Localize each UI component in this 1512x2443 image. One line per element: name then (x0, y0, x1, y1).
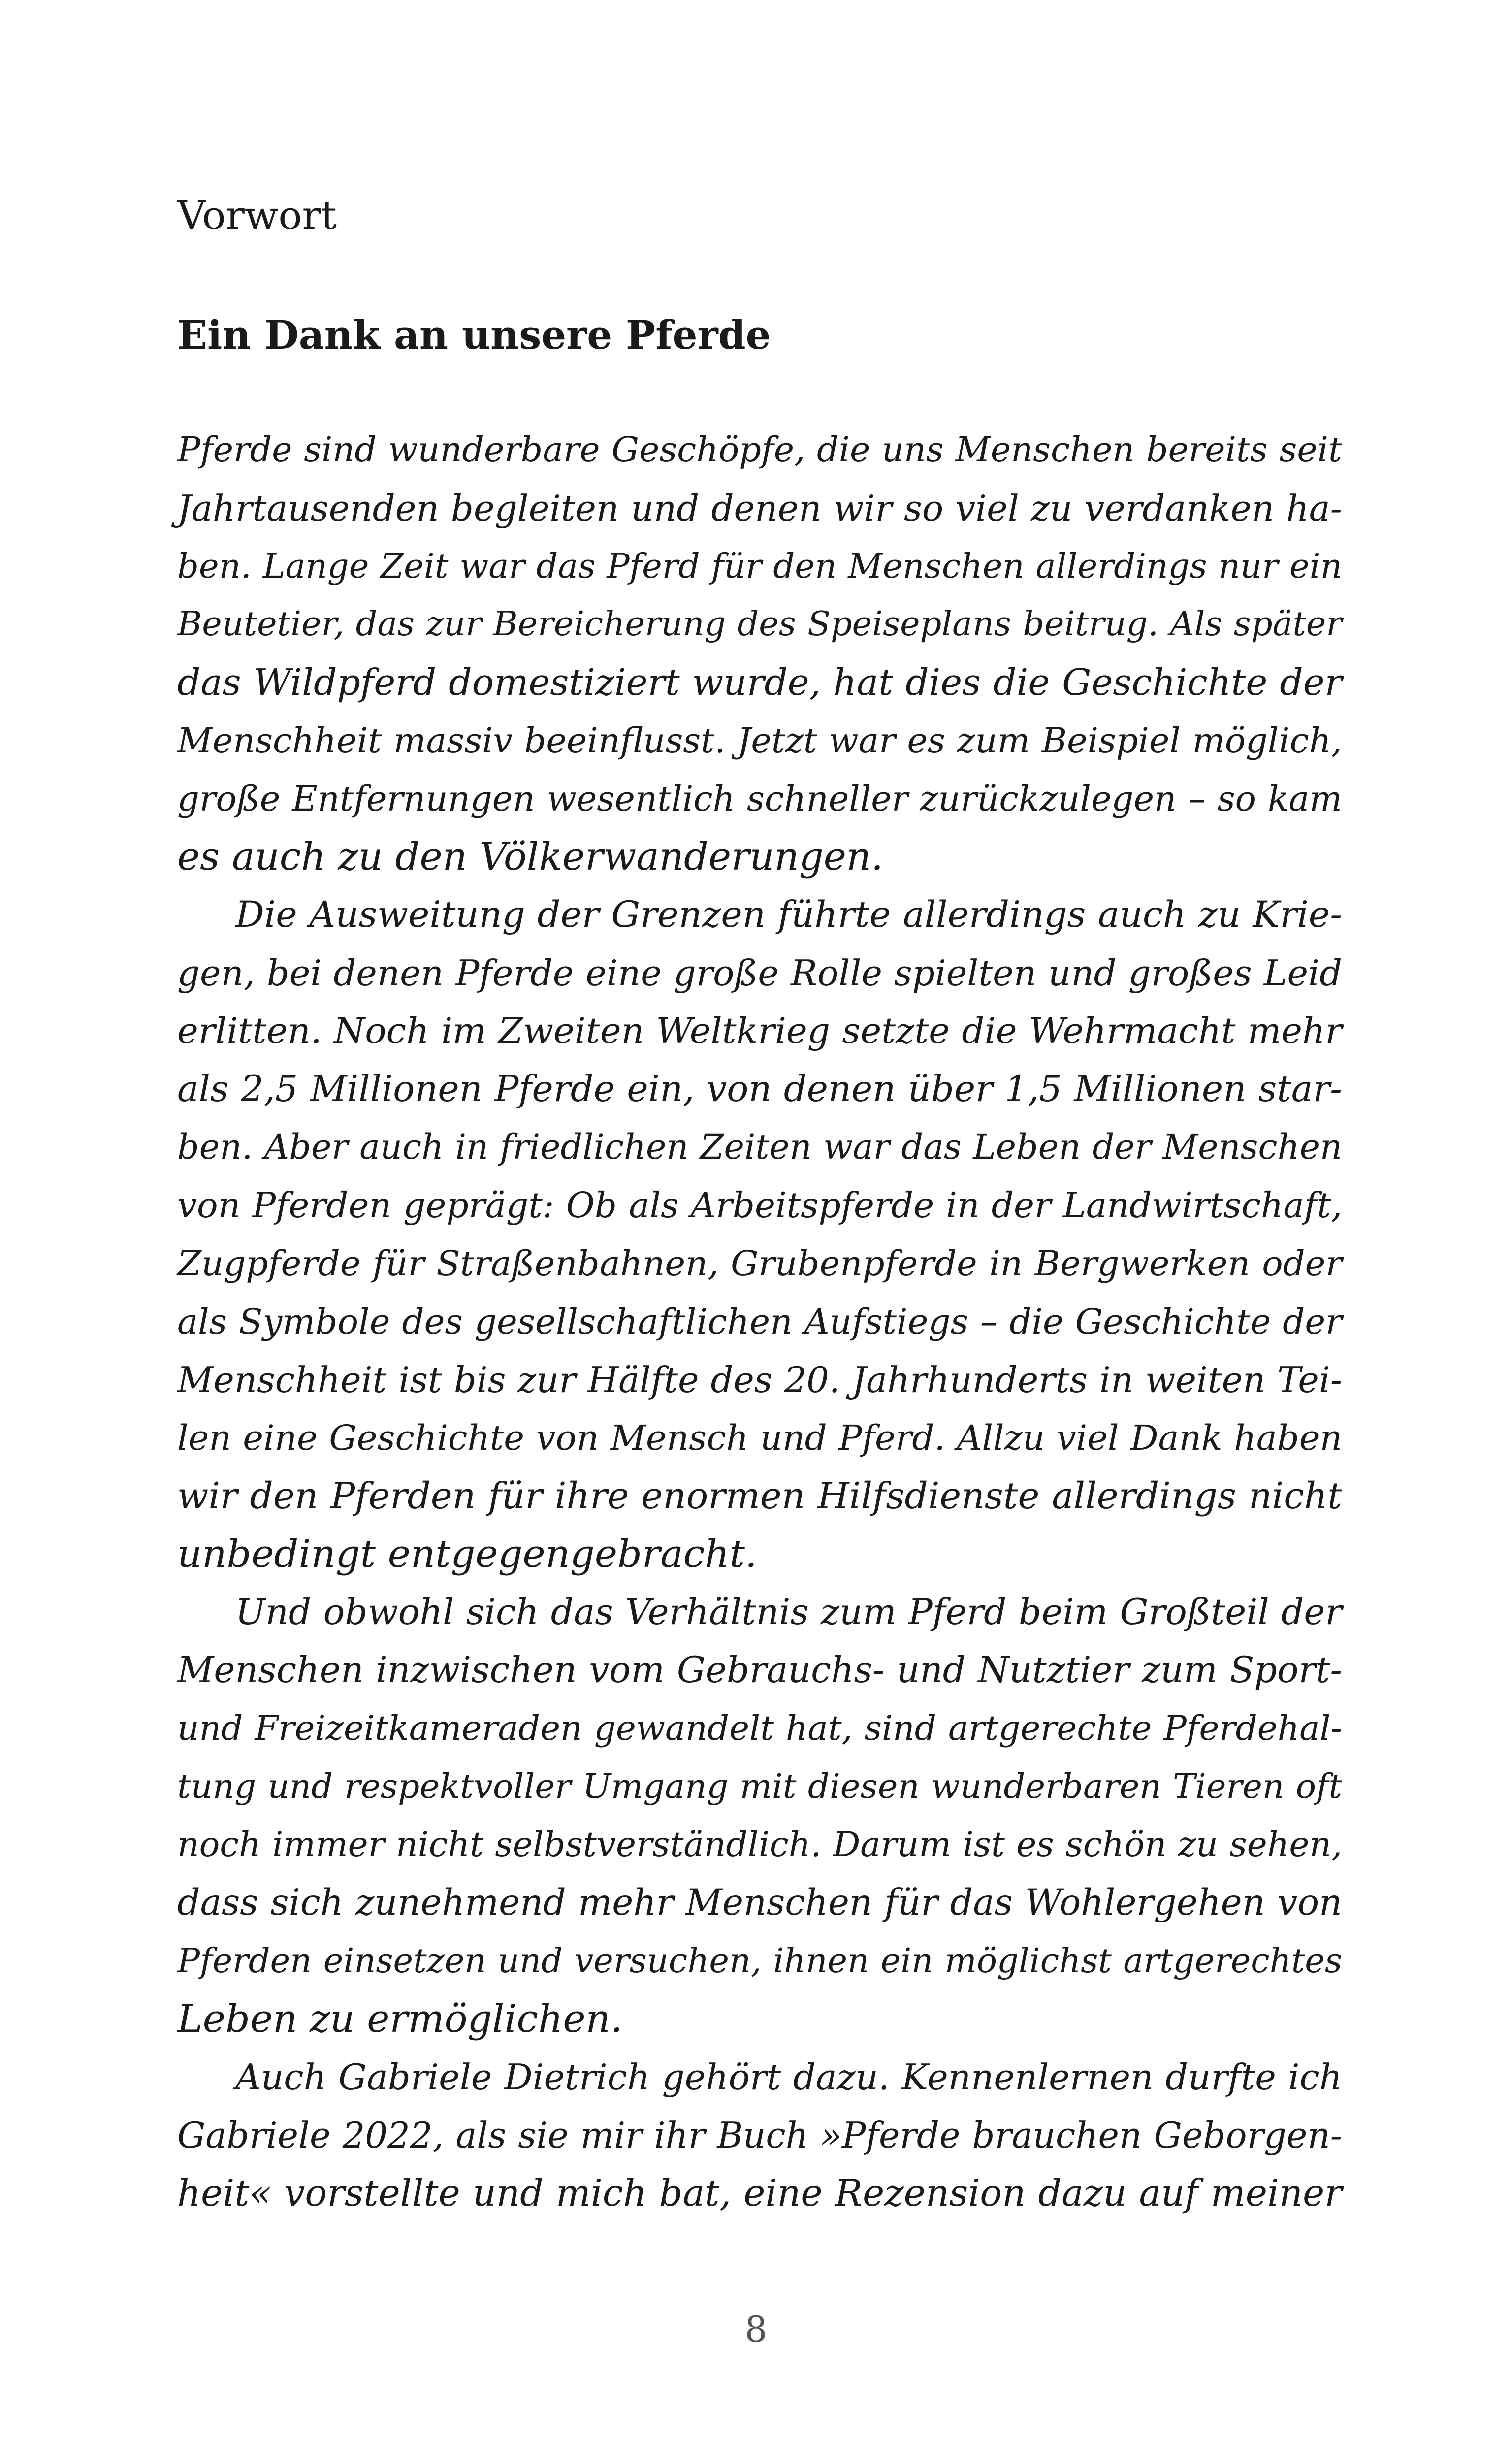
text-line: gen, bei denen Pferde eine große Rolle spielten und großes Leid (177, 952, 1342, 994)
chapter-label: Vorwort (177, 193, 337, 238)
text-line: als 2,5 Millionen Pferde ein, von denen über 1,5 Millionen star- (177, 1068, 1342, 1110)
paragraph-3 (177, 1583, 1342, 2048)
text-line: wir den Pferden für ihre enormen Hilfsdienste allerdings nicht (177, 1475, 1342, 1517)
chapter-title: Ein Dank an unsere Pferde (177, 312, 771, 358)
text-line: von Pferden geprägt: Ob als Arbeitspferde in der Landwirtschaft, (177, 1185, 1342, 1226)
body-text (177, 421, 1342, 2222)
page-number: 8 (744, 2309, 768, 2350)
text-line: Menschen inzwischen vom Gebrauchs- und Nutztier zum Sport- (177, 1650, 1342, 1691)
text-line: Zugpferde für Straßenbahnen, Grubenpferde in Bergwerken oder (177, 1243, 1342, 1284)
text-line: Jahrtausenden begleiten und denen wir so viel zu verdanken ha- (177, 488, 1342, 529)
paragraph-4 (177, 2048, 1342, 2222)
text-line: Auch Gabriele Dietrich gehört dazu. Kennenlernen durfte ich (235, 2056, 1342, 2098)
paragraph-1 (177, 421, 1342, 886)
text-line: len eine Geschichte von Mensch und Pferd. Allzu viel Dank haben (177, 1418, 1342, 1458)
text-line: dass sich zunehmend mehr Menschen für das Wohlergehen von (177, 1882, 1342, 1923)
text-line: Beutetier, das zur Bereicherung des Speiseplans beitrug. Als später (177, 605, 1342, 644)
text-line: Gabriele 2022, als sie mir ihr Buch »Pferde brauchen Geborgen- (177, 2115, 1342, 2156)
text-line: Die Ausweitung der Grenzen führte allerdings auch zu Krie- (235, 894, 1342, 936)
text-line: noch immer nicht selbstverständlich. Darum ist es schön zu sehen, (177, 1825, 1342, 1864)
text-line: ben. Lange Zeit war das Pferd für den Menschen allerdings nur ein (177, 547, 1342, 586)
text-line: das Wildpferd domestiziert wurde, hat dies die Geschichte der (177, 661, 1342, 704)
text-line: Pferde sind wunderbare Geschöpfe, die uns Menschen bereits seit (177, 430, 1342, 470)
text-line: Menschheit massiv beeinflusst. Jetzt war es zum Beispiel möglich, (177, 720, 1342, 761)
text-line: als Symbole des gesellschaftlichen Aufstiegs – die Geschichte der (177, 1301, 1342, 1342)
text-line: große Entfernungen wesentlich schneller zurückzulegen – so kam (177, 779, 1342, 819)
text-line: Und obwohl sich das Verhältnis zum Pferd beim Großteil der (235, 1592, 1342, 1633)
text-line: heit« vorstellte und mich bat, eine Rezension dazu auf meiner (177, 2172, 1342, 2215)
paragraph-2 (177, 886, 1342, 1583)
text-line: tung und respektvoller Umgang mit diesen wunderbaren Tieren oft (177, 1767, 1342, 1806)
text-line: es auch zu den Völkerwanderungen. (177, 835, 883, 879)
text-line: und Freizeitkameraden gewandelt hat, sind artgerechte Pferdehal- (177, 1709, 1342, 1748)
text-line: ben. Aber auch in friedlichen Zeiten war das Leben der Menschen (177, 1127, 1342, 1167)
text-line: Leben zu ermöglichen. (177, 1997, 623, 2041)
text-line: unbedingt entgegengebracht. (177, 1532, 757, 1576)
text-line: erlitten. Noch im Zweiten Weltkrieg setzte die Wehrmacht mehr (177, 1010, 1342, 1052)
text-line: Menschheit ist bis zur Hälfte des 20. Jahrhunderts in weiten Tei- (177, 1359, 1342, 1401)
text-line: Pferden einsetzen und versuchen, ihnen ein möglichst artgerechtes (177, 1941, 1342, 1981)
